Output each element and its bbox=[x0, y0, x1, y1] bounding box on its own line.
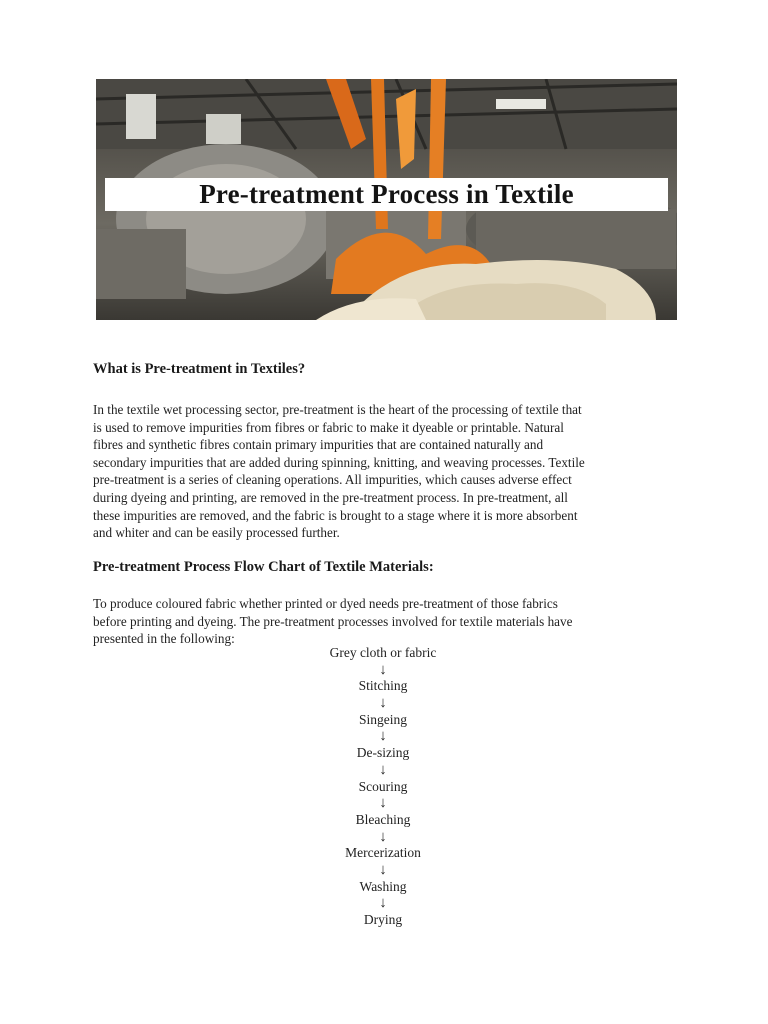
flow-step-scouring: Scouring bbox=[358, 778, 408, 794]
down-arrow-icon: ↓ bbox=[379, 695, 387, 712]
hero-title: Pre-treatment Process in Textile bbox=[105, 178, 668, 211]
paragraph-line: before printing and dyeing. The pre-treatment processes involved for textile materials have bbox=[93, 613, 573, 629]
flow-step-bleaching: Bleaching bbox=[355, 811, 411, 827]
paragraph-line: To produce coloured fabric whether printed or dyed needs pre-treatment of those fabrics bbox=[93, 596, 558, 611]
down-arrow-icon: ↓ bbox=[379, 861, 387, 878]
flow-step-stitching: Stitching bbox=[358, 678, 408, 694]
flow-step-grey-cloth: Grey cloth or fabric bbox=[329, 645, 437, 660]
section-heading-what-is: What is Pre-treatment in Textiles? bbox=[93, 361, 306, 377]
paragraph-line: and whiter and can be easily processed further. bbox=[93, 525, 340, 541]
paragraph-line: during dyeing and printing, are removed in the pre-treatment process. In pre-treatment, all bbox=[93, 489, 568, 505]
paragraph-line: secondary impurities that are added during spinning, knitting, and weaving processes. Textile bbox=[93, 454, 585, 470]
section-heading-flow-chart: Pre-treatment Process Flow Chart of Textile Materials: bbox=[93, 559, 434, 575]
flow-step-washing: Washing bbox=[359, 878, 407, 894]
paragraph-line: In the textile wet processing sector, pre-treatment is the heart of the processing of textile that bbox=[93, 402, 582, 417]
flow-step-singeing: Singeing bbox=[358, 711, 407, 727]
flow-step-drying: Drying bbox=[363, 912, 403, 927]
paragraph-line: pre-treatment is a series of cleaning operations. All impurities, which causes adverse effect bbox=[93, 472, 572, 488]
process-flow-chart bbox=[283, 645, 483, 929]
down-arrow-icon: ↓ bbox=[379, 828, 387, 845]
paragraph-line: fibres and synthetic fibres contain primary impurities that are contained naturally and bbox=[93, 437, 544, 453]
section-paragraph-flow-intro bbox=[93, 595, 683, 648]
down-arrow-icon: ↓ bbox=[379, 661, 387, 678]
paragraph-line: is used to remove impurities from fibres or fabric to make it dyeable or printable. Natural bbox=[93, 419, 564, 435]
paragraph-line: presented in the following: bbox=[93, 631, 235, 647]
down-arrow-icon: ↓ bbox=[379, 728, 387, 745]
flow-step-de-sizing: De-sizing bbox=[356, 745, 410, 761]
flow-step-mercerization: Mercerization bbox=[345, 845, 421, 861]
section-paragraph-intro bbox=[93, 401, 683, 542]
paragraph-line: these impurities are removed, and the fabric is brought to a stage where it is more absorbent bbox=[93, 507, 578, 523]
down-arrow-icon: ↓ bbox=[379, 895, 387, 912]
down-arrow-icon: ↓ bbox=[379, 761, 387, 778]
down-arrow-icon: ↓ bbox=[379, 795, 387, 812]
